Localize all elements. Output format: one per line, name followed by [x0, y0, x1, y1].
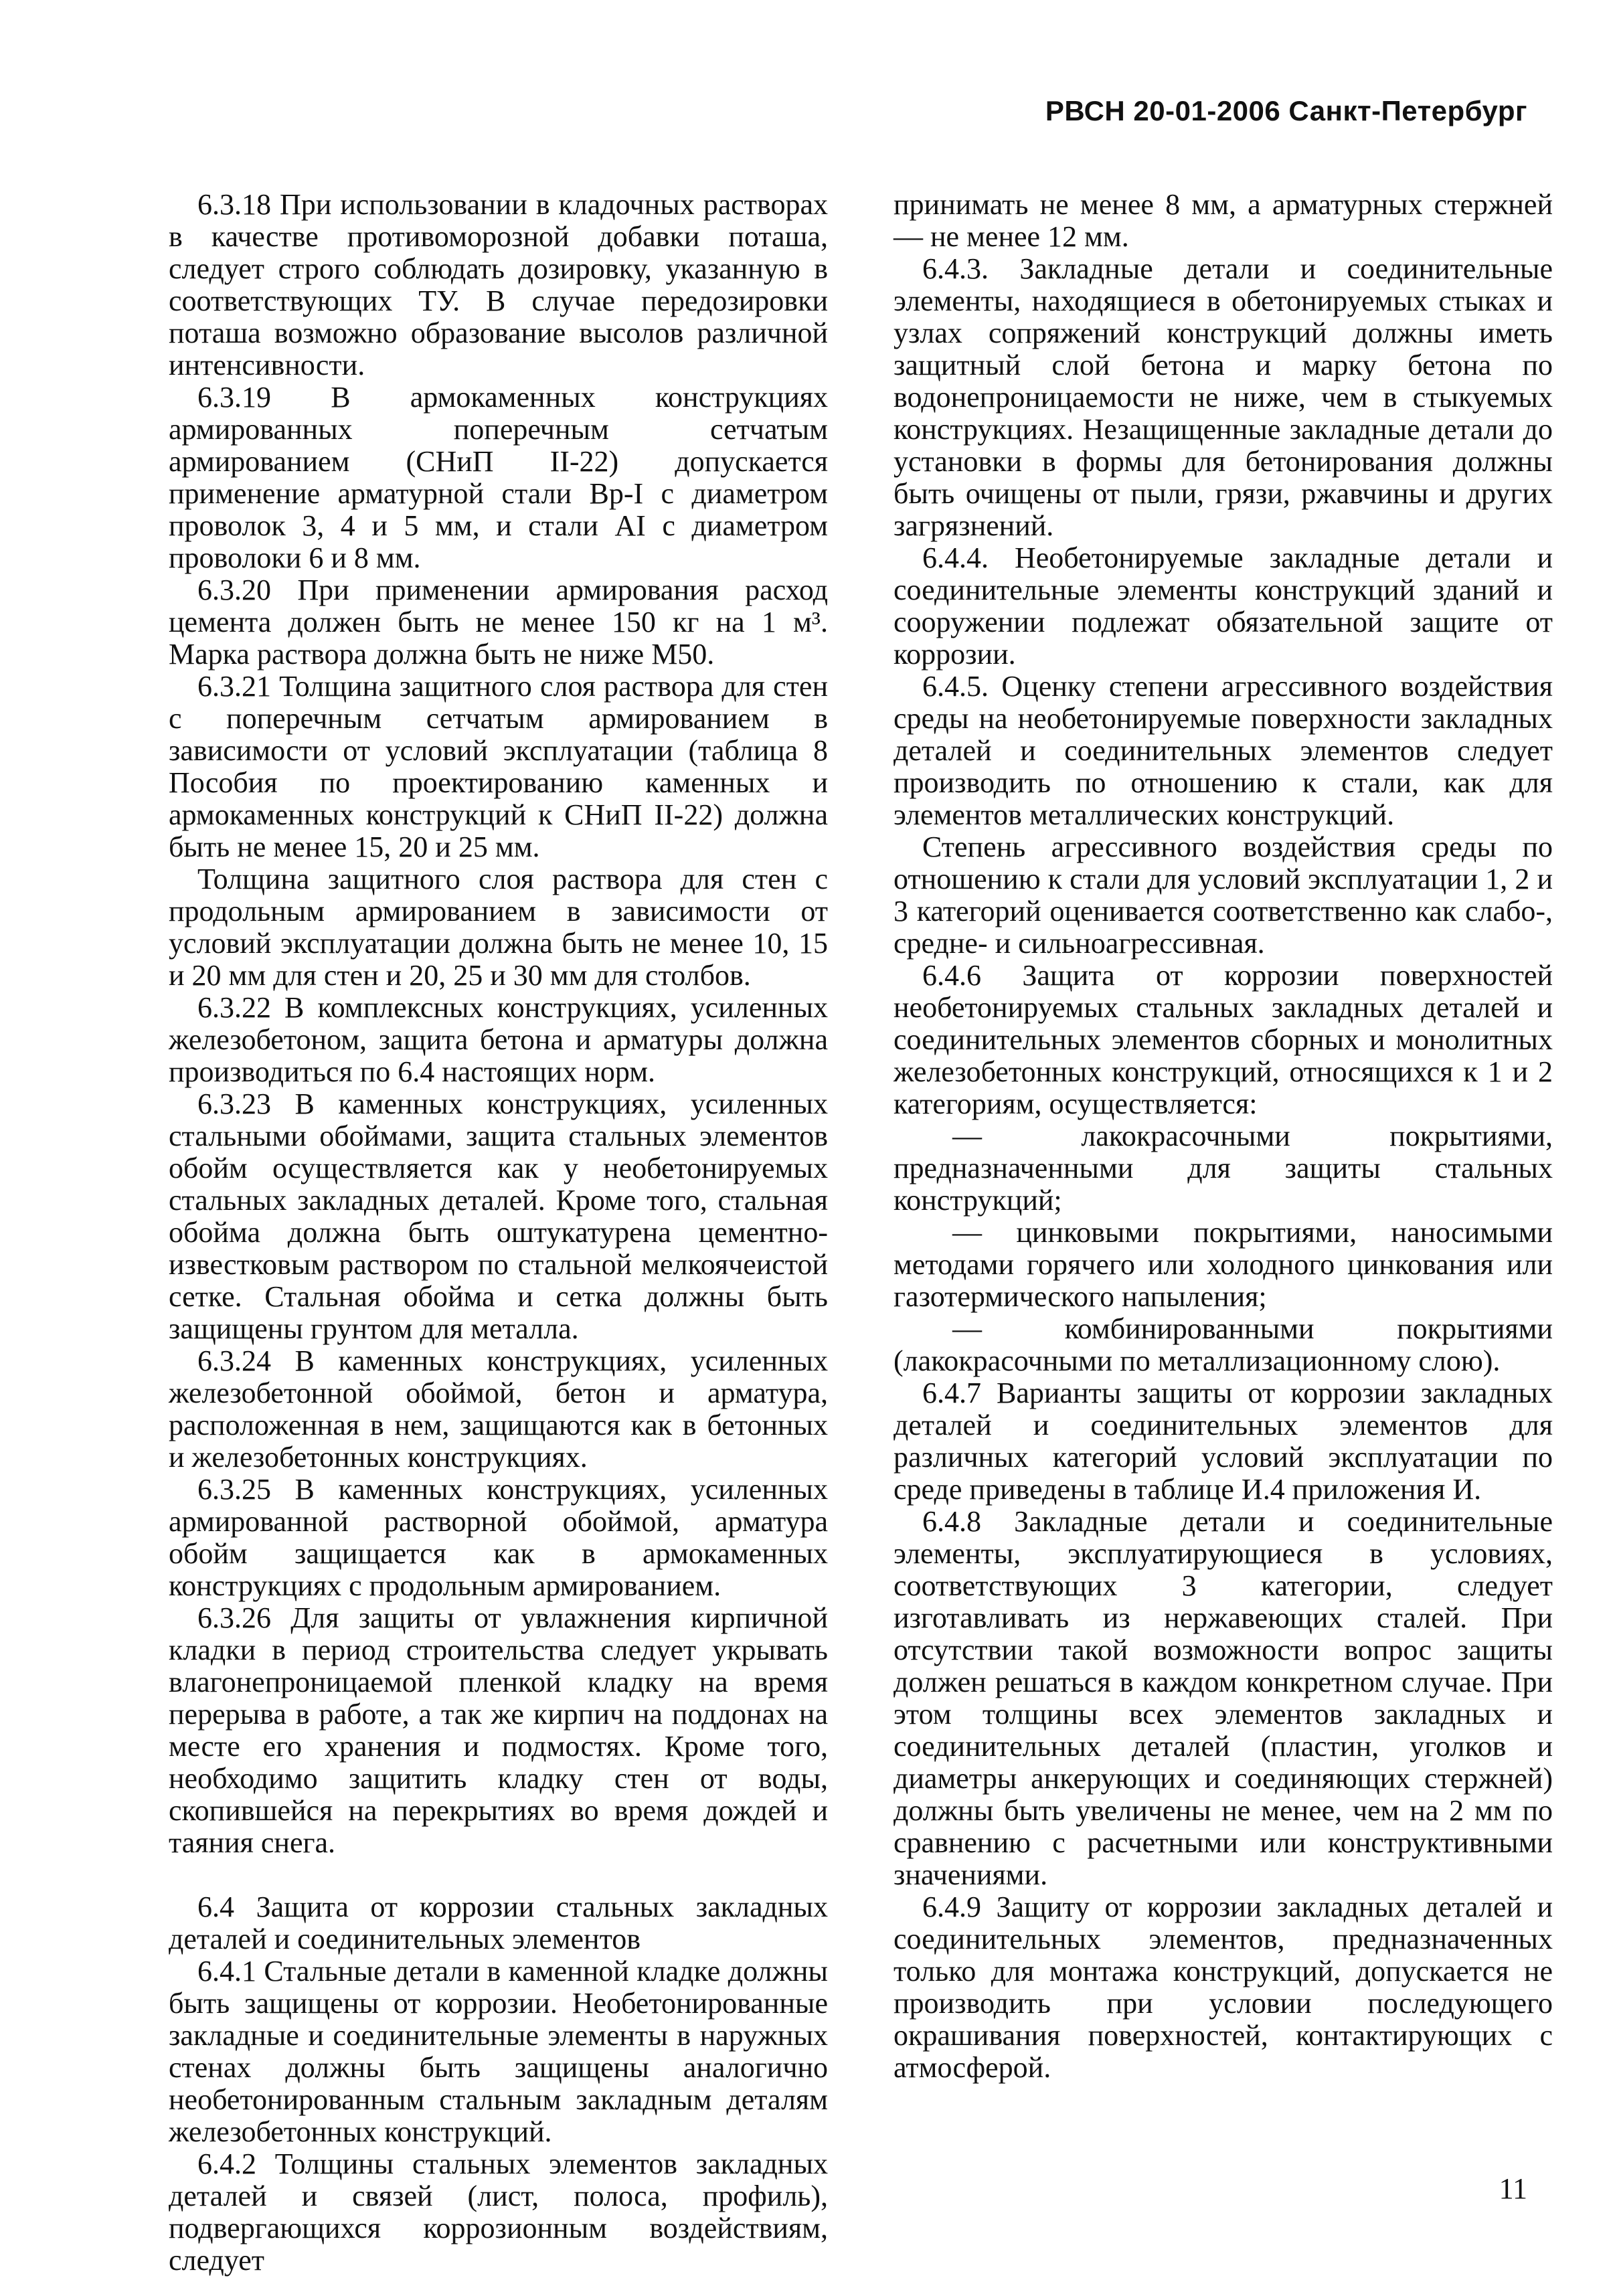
paragraph-6-4-9: 6.4.9 Защиту от коррозии закладных деталей и соединительных элементов, предназначенных только для монтажа конструкций, допускается не производить при условии последующего окрашивания поверхностей, контактирующих с атмосферой. — [894, 1890, 1553, 2084]
paragraph-6-3-21: 6.3.21 Толщина защитного слоя раствора для стен с поперечным сетчатым армированием в зависимости от условий эксплуатации (таблица 8 Пособия по проектированию каменных и армокаменных конструкций к СНиП II-22) должна быть не менее 15, 20 и 25 мм. — [169, 670, 828, 863]
paragraph-6-4-4: 6.4.4. Необетонируемые закладные детали и соединительные элементы конструкций зданий и сооружении подлежат обязательной защите от коррозии. — [894, 541, 1553, 671]
list-item-zinc: — цинковыми покрытиями, наносимыми методами горячего или холодного цинкования или газотермического напыления; — [894, 1216, 1553, 1313]
paragraph-6-3-20: 6.3.20 При применении армирования расход цемента должен быть не менее 150 кг на 1 м³. Марка раствора должна быть не ниже М50. — [169, 573, 828, 671]
left-column — [169, 189, 828, 2277]
paragraph-6-4-2-cont: принимать не менее 8 мм, а арматурных стержней — не менее 12 мм. — [894, 188, 1553, 253]
list-item-combined: — комбинированными покрытиями (лакокрасочными по металлизационному слою). — [894, 1312, 1553, 1377]
page-number: 11 — [1499, 2172, 1527, 2205]
paragraph-6-3-18: 6.3.18 При использовании в кладочных растворах в качестве противоморозной добавки поташа, следует строго соблюдать дозировку, указанную в соответствующих ТУ. В случае передозировки поташа возможно образование высолов различной интенсивности. — [169, 188, 828, 381]
paragraph-6-3-22: 6.3.22 В комплексных конструкциях, усиленных железобетоном, защита бетона и арматуры должна производиться по 6.4 настоящих норм. — [169, 991, 828, 1088]
paragraph-6-4-8: 6.4.8 Закладные детали и соединительные элементы, эксплуатирующиеся в условиях, соответствующих 3 категории, следует изготавливать из нержавеющих сталей. При отсутствии такой возможности вопрос защиты должен решаться в каждом конкретном случае. При этом толщины всех элементов закладных и соединительных деталей (пластин, уголков и диаметры анкерующих и соединяющих стержней) должны быть увеличены не менее, чем на 2 мм по сравнению с расчетными или конструктивными значениями. — [894, 1505, 1553, 1891]
running-header: РВСН 20-01-2006 Санкт-Петербург — [1045, 95, 1527, 126]
paragraph-6-4-1: 6.4.1 Стальные детали в каменной кладке должны быть защищены от коррозии. Необетонированные закладные и соединительные элементы в наружных стенах должны быть защищены аналогично необетонированным стальным закладным деталям железобетонных конструкций. — [169, 1955, 828, 2148]
paragraph-6-3-25: 6.3.25 В каменных конструкциях, усиленных армированной растворной обоймой, арматура обойм защищается как в армокаменных конструкциях с продольным армированием. — [169, 1473, 828, 1602]
paragraph-6-3-26: 6.3.26 Для защиты от увлажнения кирпичной кладки в период строительства следует укрывать влагонепроницаемой пленкой кладку на время перерыва в работе, а так же кирпич на поддонах на месте его хранения и подмостях. Кроме того, необходимо защитить кладку стен от воды, скопившейся на перекрытиях во время дождей и таяния снега. — [169, 1601, 828, 1859]
paragraph-6-3-24: 6.3.24 В каменных конструкциях, усиленных железобетонной обоймой, бетон и арматура, расположенная в нем, защищаются как в бетонных и железобетонных конструкциях. — [169, 1344, 828, 1474]
paragraph-6-3-23: 6.3.23 В каменных конструкциях, усиленных стальными обоймами, защита стальных элементов обойм осуществляется как у необетонируемых стальных закладных деталей. Кроме того, стальная обойма должна быть оштукатурена цементно-известковым раствором по стальной мелкоячеистой сетке. Стальная обойма и сетка должны быть защищены грунтом для металла. — [169, 1087, 828, 1345]
paragraph-6-4-6: 6.4.6 Защита от коррозии поверхностей необетонируемых стальных закладных деталей и соединительных элементов сборных и монолитных железобетонных конструкций, относящихся к 1 и 2 категориям, осуществляется: — [894, 959, 1553, 1120]
right-column — [894, 189, 1553, 2084]
paragraph-6-4-5-cont: Степень агрессивного воздействия среды по отношению к стали для условий эксплуатации 1, 2 и 3 категорий оценивается соответственно как слабо-, средне- и сильноагрессивная. — [894, 830, 1553, 960]
list-item-paint: — лакокрасочными покрытиями, предназначенными для защиты стальных конструкций; — [894, 1120, 1553, 1217]
paragraph-6-3-19: 6.3.19 В армокаменных конструкциях армированных поперечным сетчатым армированием (СНиП II-22) допускается применение арматурной стали Вр-I с диаметром проволок 3, 4 и 5 мм, и стали AI с диаметром проволоки 6 и 8 мм. — [169, 381, 828, 574]
paragraph-6-3-21-cont: Толщина защитного слоя раствора для стен с продольным армированием в зависимости от условий эксплуатации должна быть не менее 10, 15 и 20 мм для стен и 20, 25 и 30 мм для столбов. — [169, 863, 828, 992]
paragraph-6-4-3: 6.4.3. Закладные детали и соединительные элементы, находящиеся в обетонируемых стыках и узлах сопряжений конструкций должны иметь защитный слой бетона и марку бетона по водонепроницаемости не ниже, чем в стыкуемых конструкциях. Незащищенные закладные детали до установки в формы для бетонирования должны быть очищены от пыли, грязи, ржавчины и других загрязнений. — [894, 252, 1553, 542]
paragraph-6-4-2: 6.4.2 Толщины стальных элементов закладных деталей и связей (лист, полоса, профиль), подвергающихся коррозионным воздействиям, следует — [169, 2147, 828, 2277]
paragraph-6-4-7: 6.4.7 Варианты защиты от коррозии закладных деталей и соединительных элементов для различных категорий условий эксплуатации по среде приведены в таблице И.4 приложения И. — [894, 1377, 1553, 1506]
paragraph-6-4-5: 6.4.5. Оценку степени агрессивного воздействия среды на необетонируемые поверхности закладных деталей и соединительных элементов следует производить по отношению к стали, как для элементов металлических конструкций. — [894, 670, 1553, 831]
section-heading-6-4: 6.4 Защита от коррозии стальных закладных деталей и соединительных элементов — [169, 1890, 828, 1955]
